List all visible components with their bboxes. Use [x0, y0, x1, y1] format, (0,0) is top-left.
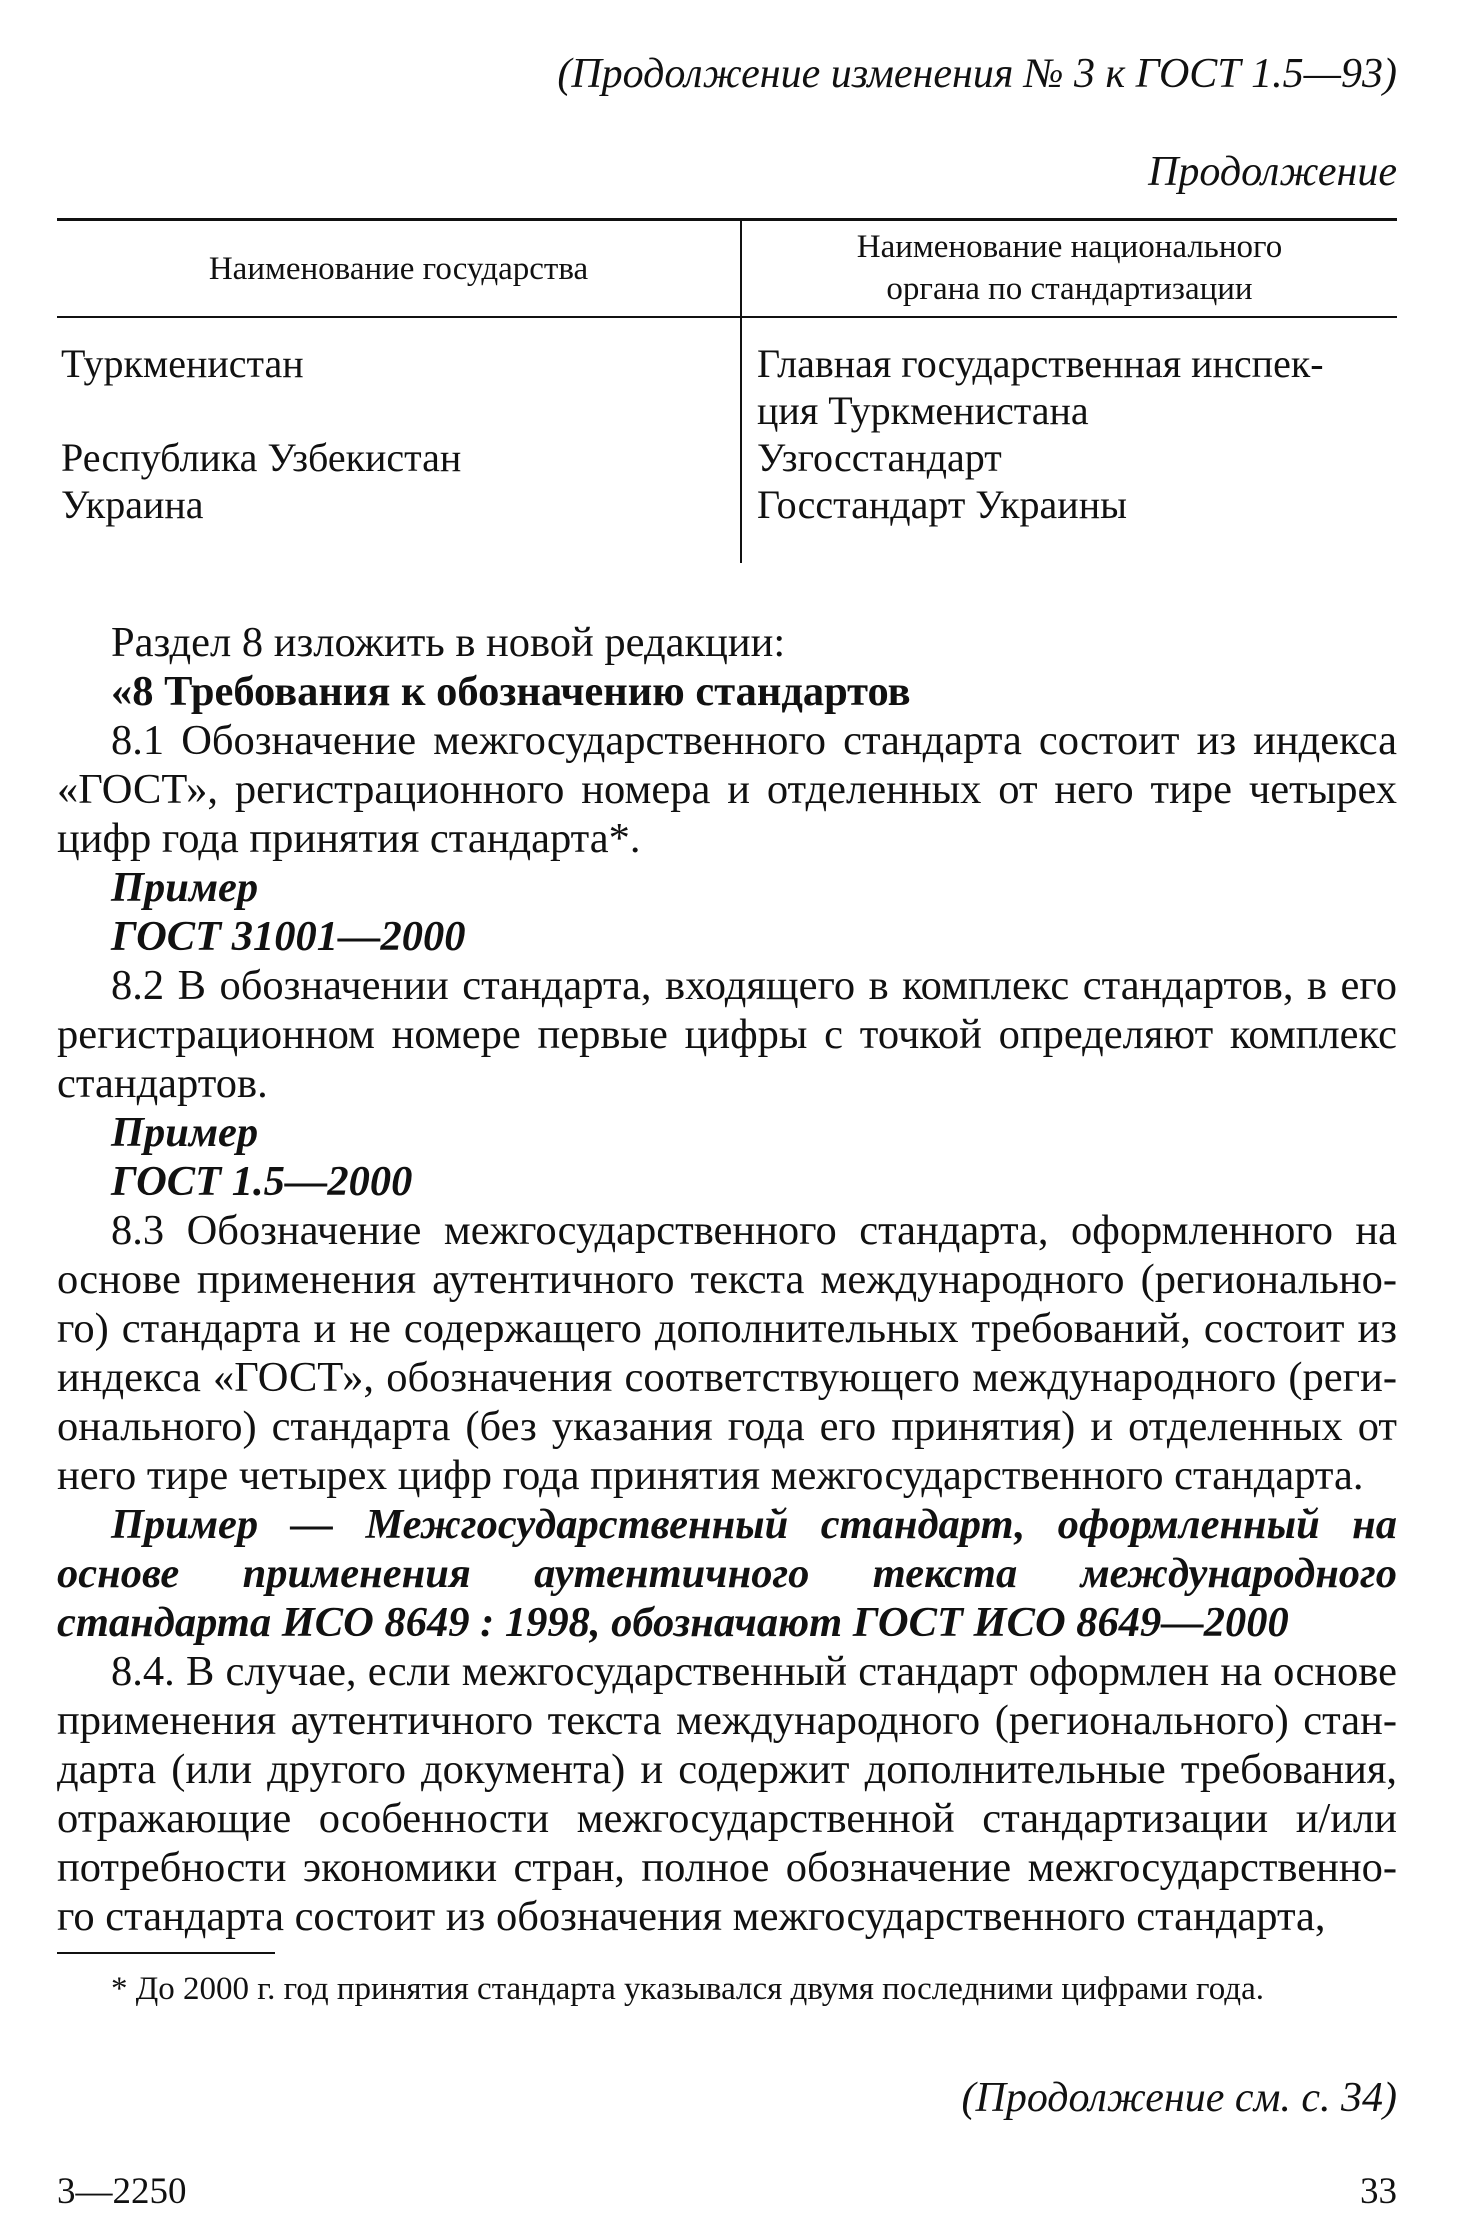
footnote-rule [57, 1952, 275, 1954]
standards-bodies-table [57, 218, 1397, 563]
main-body [57, 618, 1397, 1941]
document-page [57, 40, 1397, 2212]
table-cell-state: Туркменистан [61, 341, 304, 386]
table-header-rule [57, 316, 1397, 318]
column-header-body-line1: Наименование национального [856, 229, 1283, 265]
print-code: 3—2250 [57, 2171, 187, 2212]
example-label: Пример [111, 1109, 259, 1156]
continuation-label: Продолжение [1148, 149, 1397, 195]
paragraph-8-2: 8.2 В обозначении стандарта, входящего в комплекс стандартов, в его регистрационном номере первые цифры с точкой определяют комплекс стандартов. [57, 962, 1397, 1107]
example-value: ГОСТ 1.5—2000 [111, 1158, 413, 1205]
paragraph-8-4: 8.4. В случае, если межгосударственный стандарт оформлен на основе применения аутентичного текста международного (регионального) стан-дарта (или другого документа) и содержит дополнительные требования, отражающие особенности межгосударственной стандартизации и/или потребности экономики стран, полное обозначение межгосударственно-го стандарта состоит из обозначения межгосударственного стандарта, [57, 1648, 1397, 1940]
paragraph-8-1: 8.1 Обозначение межгосударственного стандарта состоит из индекса «ГОСТ», регистрационного номера и отделенных от него тире четырех цифр года принятия стандарта*. [57, 717, 1397, 862]
paragraph-8-3: 8.3 Обозначение межгосударственного стандарта, оформленного на основе применения аутентичного текста международного (регионально-го) стандарта и не содержащего дополнительных требований, состоит из индекса «ГОСТ», обозначения соответствующего международного (реги-онального) стандарта (без указания года его принятия) и отделенных от него тире четырех цифр года принятия межгосударственного стандарта. [57, 1207, 1397, 1499]
example-block: Пример — Межгосударственный стандарт, оформленный на основе применения аутентичного текста международного стандарта ИСО 8649 : 1998, обозначают ГОСТ ИСО 8649—2000 [57, 1501, 1397, 1646]
column-header-state: Наименование государства [208, 251, 589, 287]
footnote: * До 2000 г. год принятия стандарта указывался двумя последними цифрами года. [111, 1971, 1264, 2007]
section-heading: «8 Требования к обозначению стандартов [111, 668, 911, 715]
table-cell-body-line: Главная государственная инспек- [757, 341, 1324, 386]
example-value: ГОСТ 31001—2000 [111, 913, 466, 960]
intro-paragraph: Раздел 8 изложить в новой редакции: [111, 619, 786, 666]
table-cell-state: Республика Узбекистан [61, 435, 462, 480]
column-header-body [742, 226, 1397, 310]
example-label: Пример [111, 864, 259, 911]
table-cell-body-line: ция Туркменистана [757, 388, 1089, 433]
table-cell-body: Госстандарт Украины [757, 482, 1127, 527]
page-number: 33 [1360, 2171, 1397, 2212]
table-cell-state: Украина [61, 482, 204, 527]
continued-on-page: (Продолжение см. с. 34) [961, 2075, 1397, 2121]
column-header-body-line2: органа по стандартизации [886, 271, 1253, 307]
continuation-header: (Продолжение изменения № 3 к ГОСТ 1.5—93) [557, 51, 1397, 97]
table-cell-body [757, 340, 1397, 434]
table-top-rule [57, 218, 1397, 221]
table-cell-body: Узгосстандарт [757, 435, 1002, 480]
